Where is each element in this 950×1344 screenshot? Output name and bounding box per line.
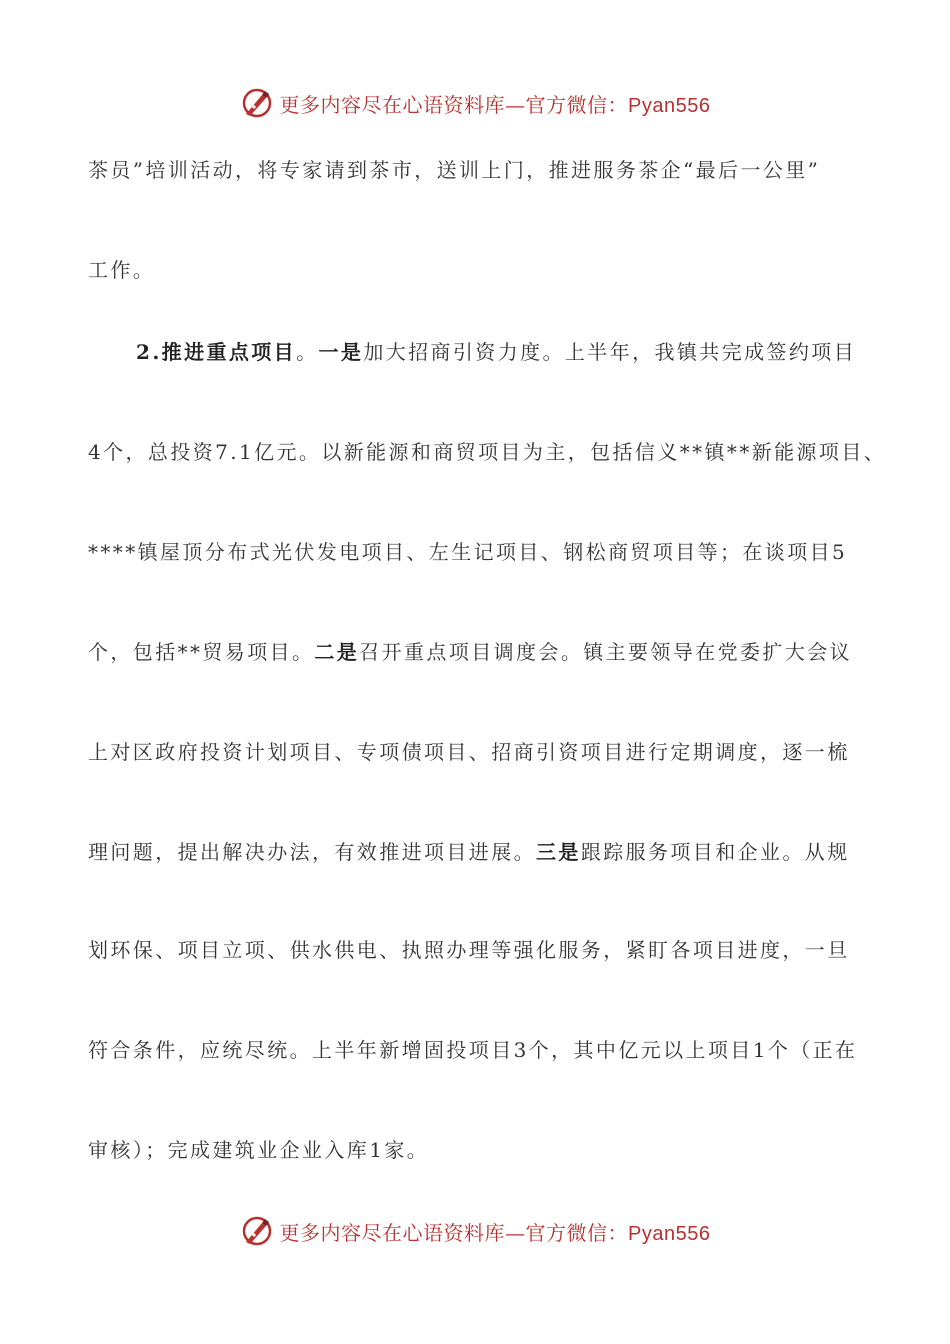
watermark-text: 更多内容尽在心语资料库—官方微信：Pyan556 — [279, 1220, 711, 1245]
wechat-handle: Pyan556 — [628, 1222, 711, 1245]
body-line-4: 4个，总投资7.1亿元。以新能源和商贸项目为主，包括信义**镇**新能源项目、 — [88, 440, 887, 464]
body-line-1: 茶员”培训活动，将专家请到茶市，送训上门，推进服务茶企“最后一公里” — [88, 158, 821, 182]
pen-nib-logo-icon — [240, 86, 274, 120]
body-line-8: 理问题，提出解决办法，有效推进项目进展。三是跟踪服务项目和企业。从规 — [88, 840, 850, 864]
header-watermark-banner — [0, 83, 950, 123]
section-heading: 2.推进重点项目 — [136, 340, 297, 364]
body-line-10: 符合条件，应统尽统。上半年新增固投项目3个，其中亿元以上项目1个（正在 — [88, 1038, 858, 1062]
point-label-3: 三是 — [536, 840, 581, 864]
watermark-text: 更多内容尽在心语资料库—官方微信：Pyan556 — [279, 92, 711, 117]
body-line-7: 上对区政府投资计划项目、专项债项目、招商引资项目进行定期调度，逐一梳 — [88, 740, 850, 764]
body-line-2: 工作。 — [88, 258, 156, 282]
pen-nib-logo-icon — [240, 1214, 274, 1248]
wechat-handle: Pyan556 — [628, 94, 711, 117]
point-label-1: 一是 — [318, 340, 364, 364]
body-line-11: 审核）；完成建筑业企业入库1家。 — [88, 1138, 430, 1162]
body-line-9: 划环保、项目立项、供水供电、执照办理等强化服务，紧盯各项目进度，一旦 — [88, 938, 850, 962]
body-line-5: ****镇屋顶分布式光伏发电项目、左生记项目、钢松商贸项目等；在谈项目5 — [88, 540, 848, 564]
body-line-6: 个，包括**贸易项目。二是召开重点项目调度会。镇主要领导在党委扩大会议 — [88, 640, 853, 664]
body-line-3: 2.推进重点项目。一是加大招商引资力度。上半年，我镇共完成签约项目 — [136, 340, 857, 364]
point-label-2: 二是 — [314, 640, 360, 664]
footer-watermark-banner — [0, 1211, 950, 1251]
